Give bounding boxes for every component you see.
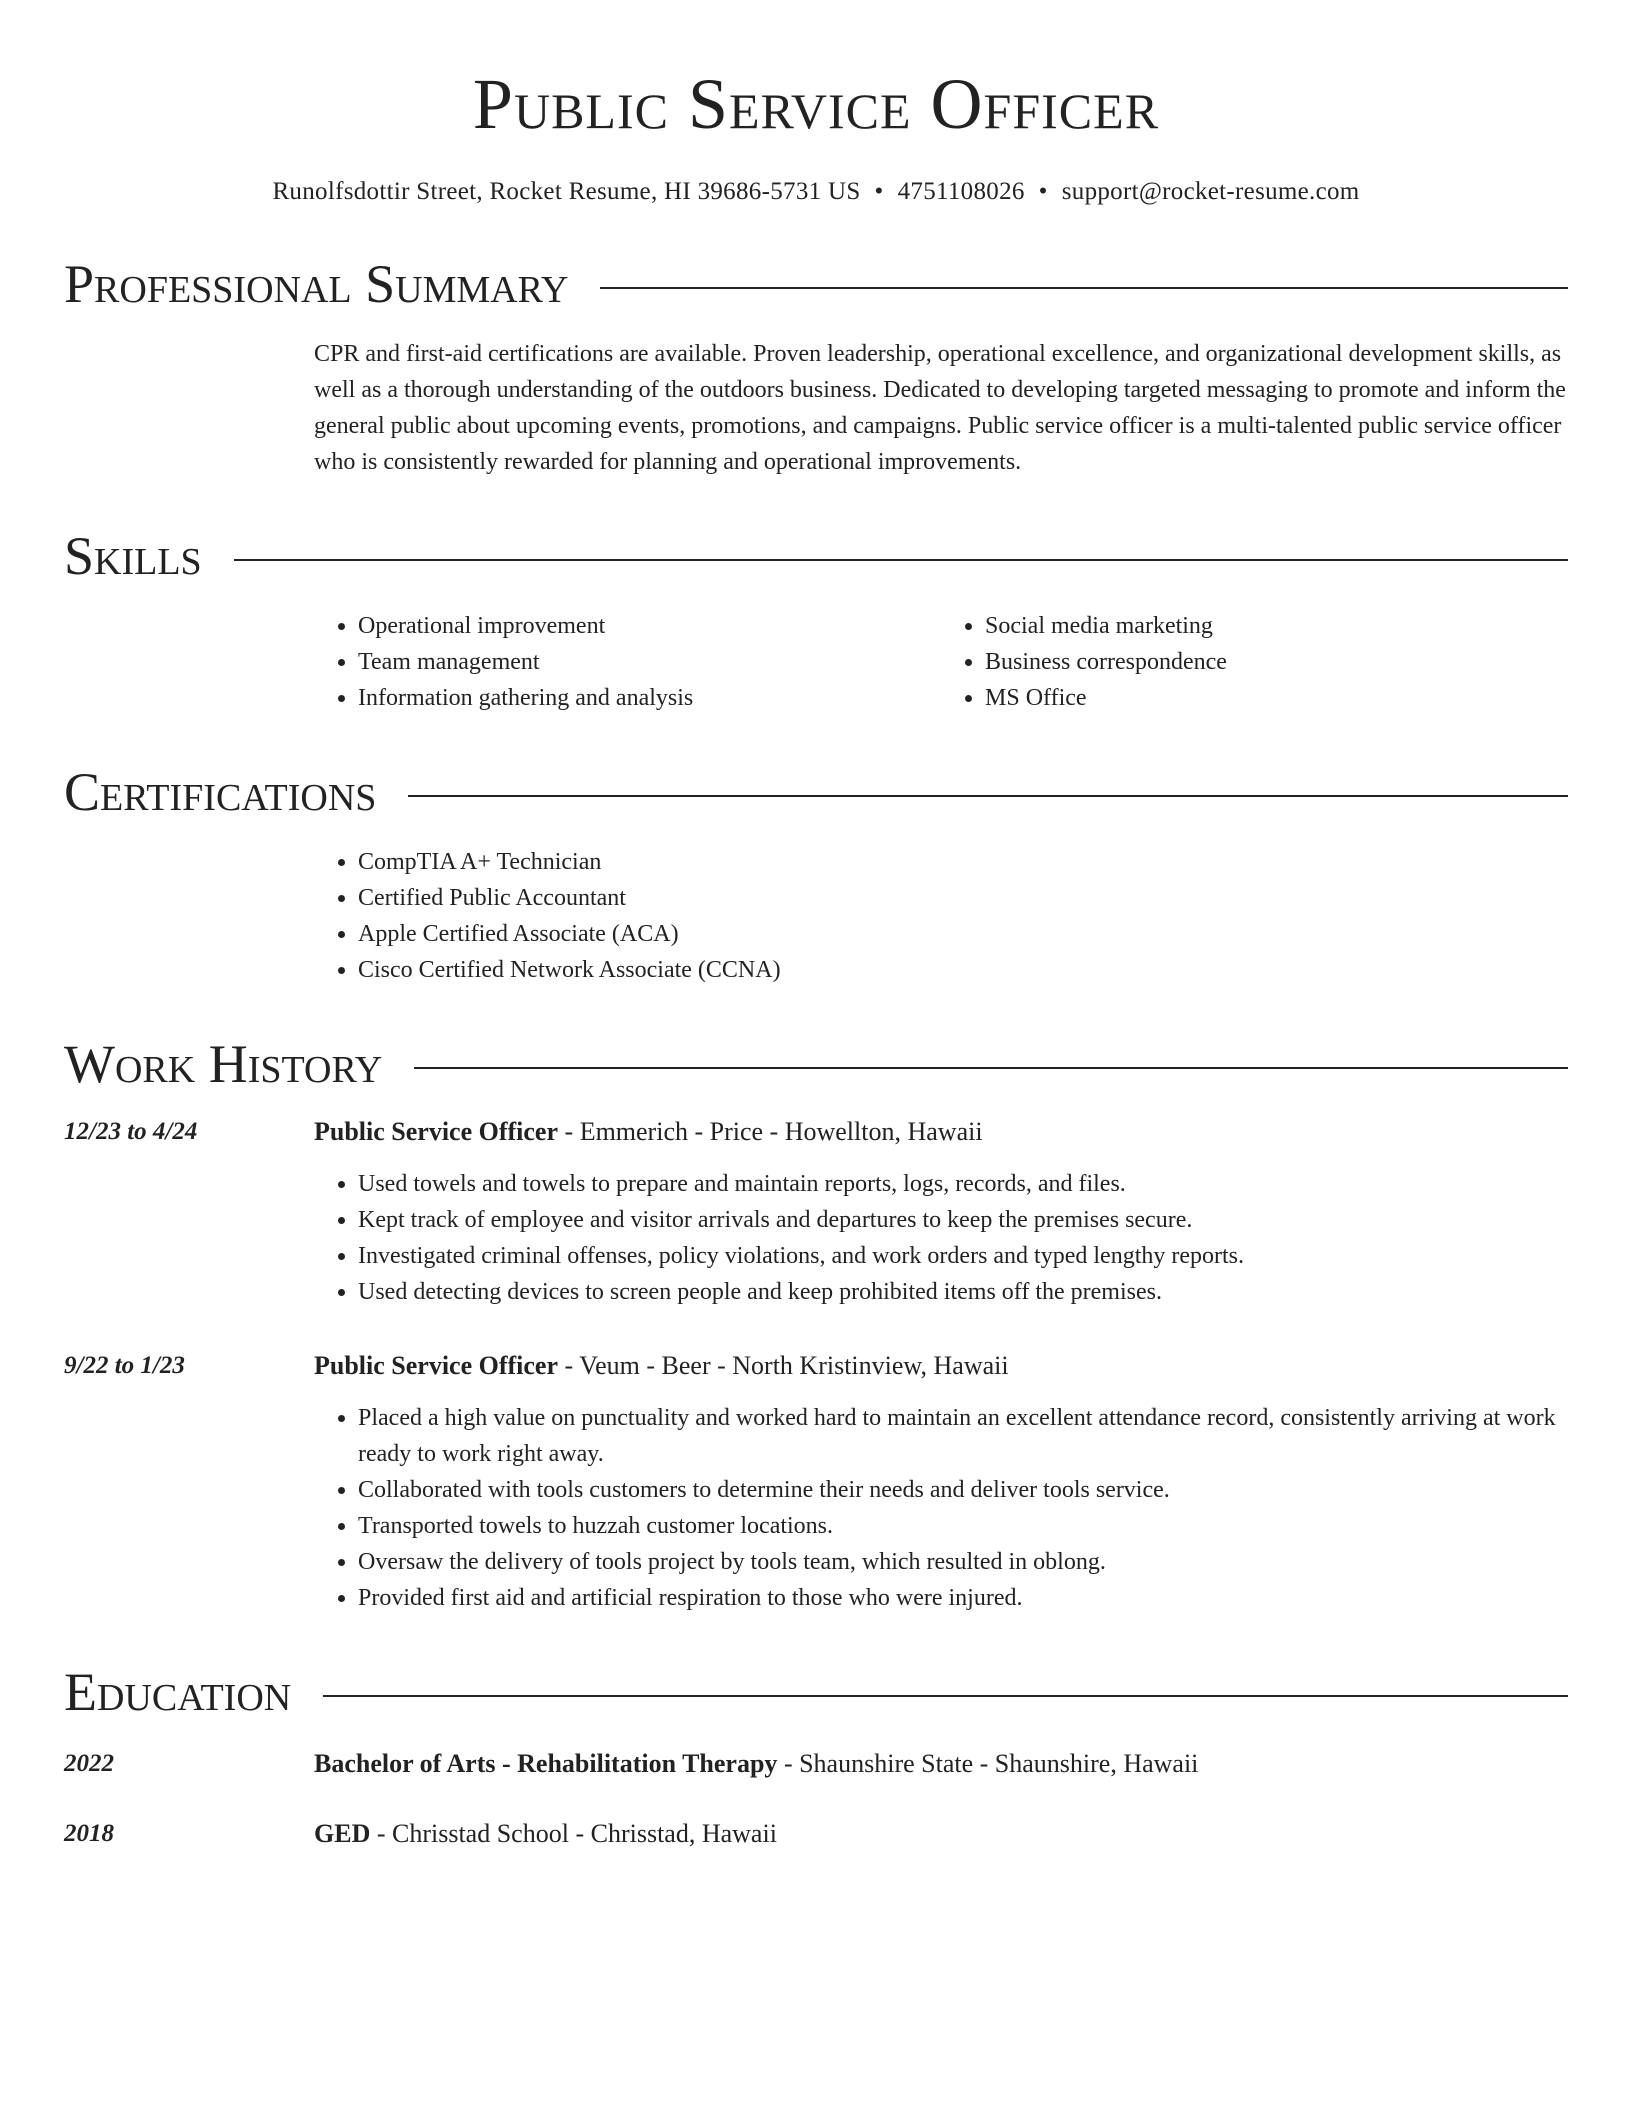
section-title-education: Education — [64, 1662, 292, 1722]
contact-separator: • — [874, 178, 884, 205]
certifications-section — [314, 844, 1568, 988]
certification-item: • CompTIA A+ Technician — [358, 844, 1568, 880]
work-entry-dates: 12/23 to 4/24 — [64, 1118, 198, 1145]
section-title-summary: Professional Summary — [64, 254, 569, 314]
education-year: 2018 — [64, 1820, 114, 1847]
job-duty: • Collaborated with tools customers to determine their needs and deliver tools service. — [358, 1472, 1568, 1508]
contact-address: Runolfsdottir Street, Rocket Resume, HI 39686-5731 US — [272, 178, 861, 205]
education-school-location: - Shaunshire State - Shaunshire, Hawaii — [777, 1749, 1199, 1778]
work-entry-content — [314, 1114, 1568, 1310]
education-entry — [64, 1746, 1568, 1782]
section-header-work-history — [64, 1032, 1568, 1096]
education-degree: GED — [314, 1819, 371, 1848]
contact-email: support@rocket-resume.com — [1061, 178, 1360, 205]
education-school-location: - Chrisstad School - Chrisstad, Hawaii — [370, 1819, 777, 1848]
skills-list-right — [941, 608, 1568, 716]
skills-grid — [314, 608, 1568, 716]
contact-separator: • — [1038, 178, 1048, 205]
job-duties-list — [314, 1400, 1568, 1616]
skill-item: • Operational improvement — [358, 608, 941, 644]
education-year: 2022 — [64, 1750, 114, 1777]
section-header-education — [64, 1660, 1568, 1724]
job-title: Public Service Officer — [314, 1351, 559, 1380]
section-title-skills: Skills — [64, 526, 202, 586]
summary-section — [314, 336, 1568, 480]
skill-item: • MS Office — [985, 680, 1568, 716]
job-employer-location: - Emmerich - Price - Howellton, Hawaii — [558, 1117, 983, 1146]
job-duty: • Oversaw the delivery of tools project by tools team, which resulted in oblong. — [358, 1544, 1568, 1580]
section-header-summary — [64, 252, 1568, 316]
section-divider — [414, 1067, 1568, 1069]
certification-item: • Cisco Certified Network Associate (CCNA) — [358, 952, 1568, 988]
section-header-skills — [64, 524, 1568, 588]
education-degree: Bachelor of Arts - Rehabilitation Therapy — [314, 1749, 778, 1778]
section-divider — [600, 287, 1568, 289]
skill-item: • Business correspondence — [985, 644, 1568, 680]
section-title-certifications: Certifications — [64, 762, 377, 822]
work-entry-heading — [314, 1114, 1568, 1150]
section-divider — [234, 559, 1568, 561]
skills-section — [314, 608, 1568, 716]
job-duty: • Investigated criminal offenses, policy violations, and work orders and typed lengthy reports. — [358, 1238, 1568, 1274]
work-entry — [64, 1114, 1568, 1310]
work-entry-heading — [314, 1348, 1568, 1384]
section-header-certifications — [64, 760, 1568, 824]
certification-item: • Apple Certified Associate (ACA) — [358, 916, 1568, 952]
job-duty: • Provided first aid and artificial respiration to those who were injured. — [358, 1580, 1568, 1616]
resume-name: Public Service Officer — [472, 64, 1160, 144]
education-heading — [314, 1816, 1568, 1852]
work-entry — [64, 1348, 1568, 1616]
certification-item: • Certified Public Accountant — [358, 880, 1568, 916]
section-divider — [323, 1695, 1568, 1697]
education-entry — [64, 1816, 1568, 1852]
skills-list-left — [314, 608, 941, 716]
work-entry-dates: 9/22 to 1/23 — [64, 1352, 185, 1379]
section-title-work-history: Work History — [64, 1034, 383, 1094]
job-duty: • Placed a high value on punctuality and worked hard to maintain an excellent attendance record, consistently arriving at work ready to work right away. — [358, 1400, 1568, 1472]
job-duty: • Transported towels to huzzah customer locations. — [358, 1508, 1568, 1544]
job-employer-location: - Veum - Beer - North Kristinview, Hawaii — [558, 1351, 1009, 1380]
education-content — [314, 1746, 1568, 1782]
skill-item: • Information gathering and analysis — [358, 680, 941, 716]
job-duties-list — [314, 1166, 1568, 1310]
work-entry-content — [314, 1348, 1568, 1616]
summary-text: CPR and first-aid certifications are available. Proven leadership, operational excellence, and organizational development skills, as well as a thorough understanding of the outdoors business. Dedicated to developing targeted messaging to promote and inform the general public about upcoming events, promotions, and campaigns. Public service officer is a multi-talented public service officer who is consistently rewarded for planning and operational improvements. — [314, 341, 1566, 475]
job-title: Public Service Officer — [314, 1117, 559, 1146]
job-duty: • Kept track of employee and visitor arrivals and departures to keep the premises secure. — [358, 1202, 1568, 1238]
contact-phone: 4751108026 — [897, 178, 1025, 205]
job-duty: • Used towels and towels to prepare and maintain reports, logs, records, and files. — [358, 1166, 1568, 1202]
section-divider — [408, 795, 1568, 797]
certifications-list — [314, 844, 1568, 988]
contact-line — [64, 176, 1568, 208]
skill-item: • Social media marketing — [985, 608, 1568, 644]
skill-item: • Team management — [358, 644, 941, 680]
education-heading — [314, 1746, 1568, 1782]
education-section — [64, 1746, 1568, 1852]
job-duty: • Used detecting devices to screen people and keep prohibited items off the premises. — [358, 1274, 1568, 1310]
education-content — [314, 1816, 1568, 1852]
